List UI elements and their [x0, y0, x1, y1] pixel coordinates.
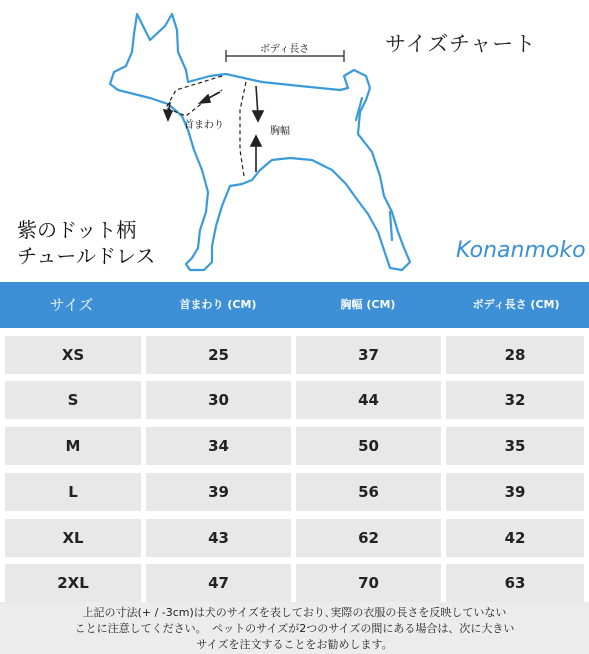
- product-name-line2: チュールドレス: [17, 244, 156, 268]
- neck-label: 首まわり: [184, 120, 224, 131]
- chest-cell: 37: [296, 336, 441, 374]
- table-row: [0, 419, 589, 465]
- size-cell: S: [5, 381, 141, 419]
- chest-cell: 70: [296, 564, 441, 602]
- chart-title: サイズチャート: [385, 32, 537, 56]
- body-length-cell: 35: [446, 427, 584, 465]
- size-chart-header-area: [0, 0, 589, 282]
- body-length-label: ボディ長さ: [260, 44, 310, 55]
- note-line1: 上記の寸法(+ / -3cm)は犬のサイズを表しており､実際の衣服の長さを反映していない: [82, 606, 507, 619]
- chest-cell: 44: [296, 381, 441, 419]
- body-length-cell: 63: [446, 564, 584, 602]
- table-row: [0, 328, 589, 374]
- body-length-cell: 39: [446, 473, 584, 511]
- size-cell: M: [5, 427, 141, 465]
- product-name-line1: 紫のドット柄: [17, 218, 137, 242]
- table-row: [0, 511, 589, 557]
- chest-cell: 62: [296, 519, 441, 557]
- product-name: [17, 217, 155, 269]
- size-cell: 2XL: [5, 564, 141, 602]
- size-cell: XL: [5, 519, 141, 557]
- body-length-cell: 28: [446, 336, 584, 374]
- neck-cell: 34: [146, 427, 291, 465]
- chest-label: 胸幅: [270, 126, 290, 137]
- neck-cell: 43: [146, 519, 291, 557]
- size-cell: L: [5, 473, 141, 511]
- brand-logo: Konanmoko: [456, 238, 586, 263]
- header-neck: 首まわり (CM): [179, 298, 257, 311]
- size-table: [0, 328, 589, 602]
- header-size: サイズ: [49, 296, 94, 314]
- table-row: [0, 373, 589, 419]
- table-row: [0, 556, 589, 602]
- body-length-cell: 32: [446, 381, 584, 419]
- neck-cell: 39: [146, 473, 291, 511]
- note-line3: サイズを注文することをお勧めします。: [196, 638, 393, 651]
- body-length-cell: 42: [446, 519, 584, 557]
- table-header: [0, 282, 589, 328]
- header-body-length: ボディ長さ (CM): [472, 298, 560, 311]
- header-chest: 胸幅 (CM): [340, 298, 396, 311]
- neck-cell: 30: [146, 381, 291, 419]
- chest-cell: 56: [296, 473, 441, 511]
- size-cell: XS: [5, 336, 141, 374]
- neck-cell: 25: [146, 336, 291, 374]
- chest-cell: 50: [296, 427, 441, 465]
- note-line2: ことに注意してください。 ペットのサイズが2つのサイズの間にある場合は、次に大きい: [74, 622, 515, 635]
- table-row: [0, 465, 589, 511]
- sizing-note: [0, 602, 589, 654]
- neck-cell: 47: [146, 564, 291, 602]
